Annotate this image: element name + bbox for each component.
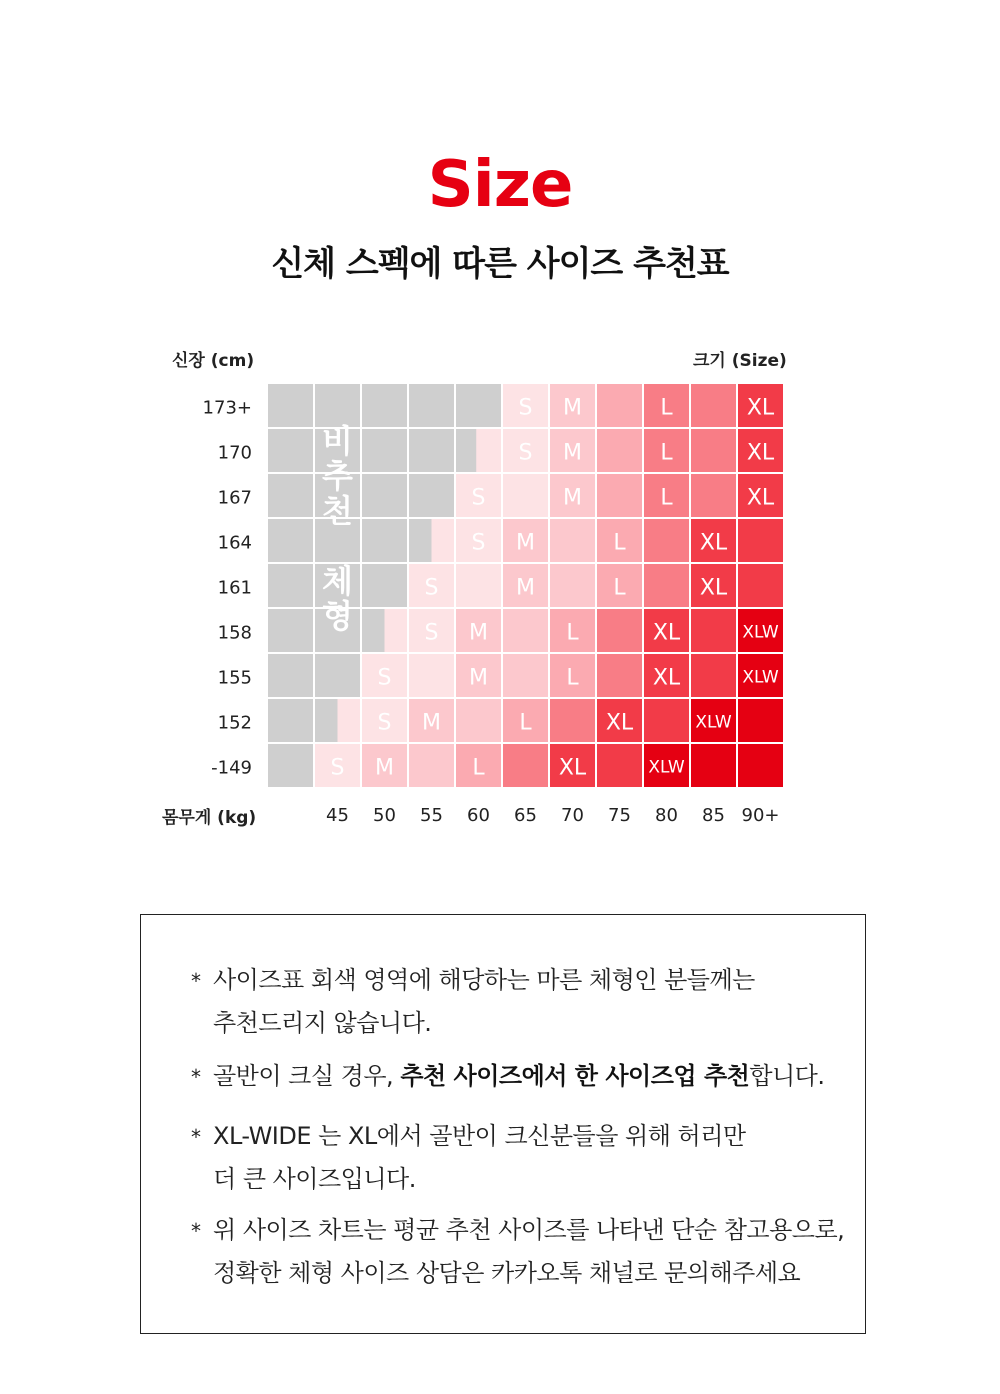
size-label: L — [613, 575, 626, 601]
size-label: XL — [699, 530, 728, 556]
page-subtitle: 신체 스펙에 따른 사이즈 추천표 — [271, 244, 729, 284]
y-axis-title: 신장 (cm) — [172, 351, 255, 371]
gray-zone-label-char: 형 — [322, 597, 353, 635]
size-label: XL — [746, 395, 775, 421]
note-2-pre: 골반이 크실 경우, — [213, 1062, 401, 1090]
size-cell — [456, 699, 501, 742]
size-label: S — [424, 620, 439, 646]
gray-cell — [362, 429, 407, 472]
note-4-line-1: 위 사이즈 차트는 평균 추천 사이즈를 나타낸 단순 참고용으로, — [213, 1216, 845, 1244]
note-2-post: 합니다. — [749, 1062, 825, 1090]
size-label: M — [516, 575, 535, 601]
gray-cell — [268, 699, 313, 742]
size-label: XL — [652, 620, 681, 646]
gray-cell — [409, 429, 454, 472]
split-cell-gray — [315, 699, 338, 742]
size-label: M — [469, 620, 488, 646]
note-3 — [191, 1115, 746, 1200]
size-label: XL — [652, 665, 681, 691]
size-cell — [597, 744, 642, 787]
gray-cell — [315, 654, 360, 697]
size-cell — [550, 699, 595, 742]
note-4-line-2: 정확한 체형 사이즈 상담은 카카오톡 채널로 문의해주세요 — [213, 1259, 801, 1287]
size-label: M — [516, 530, 535, 556]
size-cell — [503, 609, 548, 652]
size-label: XL — [699, 575, 728, 601]
size-cell — [691, 474, 736, 517]
size-cell — [550, 564, 595, 607]
size-label: L — [472, 755, 485, 781]
size-cell — [597, 609, 642, 652]
note-1-line-1: 사이즈표 회색 영역에 해당하는 마른 체형인 분들께는 — [213, 966, 755, 994]
size-label: L — [566, 620, 579, 646]
size-label: L — [566, 665, 579, 691]
size-label: XLW — [742, 667, 779, 688]
size-cell — [550, 519, 595, 562]
x-tick-label: 65 — [514, 805, 537, 826]
gray-cell — [315, 384, 360, 427]
size-label: XL — [746, 440, 775, 466]
gray-zone-label-char: 비 — [322, 422, 353, 460]
gray-cell — [268, 609, 313, 652]
bullet-icon: * — [191, 1125, 201, 1149]
gray-cell — [456, 384, 501, 427]
note-1-line-2: 추천드리지 않습니다. — [213, 1009, 432, 1037]
size-label: S — [377, 665, 392, 691]
gray-cell — [362, 564, 407, 607]
note-4 — [191, 1209, 844, 1294]
size-cell — [691, 609, 736, 652]
gray-zone-label-char: 추 — [322, 457, 353, 495]
size-label: L — [660, 395, 673, 421]
size-label: S — [377, 710, 392, 736]
gray-cell — [268, 744, 313, 787]
size-label: XL — [558, 755, 587, 781]
size-cell — [738, 744, 783, 787]
y-tick-label: 164 — [217, 532, 252, 554]
y-tick-label: 155 — [217, 667, 252, 689]
size-label: S — [518, 440, 533, 466]
size-cell — [738, 519, 783, 562]
x-tick-label: 50 — [373, 805, 396, 826]
split-cell-gray — [362, 609, 385, 652]
gray-cell — [268, 564, 313, 607]
x-tick-label: 80 — [655, 805, 678, 826]
gray-cell — [268, 519, 313, 562]
size-label: L — [613, 530, 626, 556]
size-label: L — [660, 440, 673, 466]
note-3-line-1: XL-WIDE 는 XL에서 골반이 크신분들을 위해 허리만 — [213, 1122, 746, 1150]
bullet-icon: * — [191, 969, 201, 993]
split-cell-gray — [409, 519, 432, 562]
note-2 — [191, 1055, 825, 1098]
size-label: S — [471, 485, 486, 511]
size-cell — [738, 699, 783, 742]
size-label: M — [422, 710, 441, 736]
size-label: XLW — [695, 712, 732, 733]
size-label: S — [330, 755, 345, 781]
page-title: Size — [427, 148, 573, 222]
legend-title: 크기 (Size) — [693, 351, 787, 371]
gray-cell — [268, 384, 313, 427]
size-cell — [456, 564, 501, 607]
size-cell — [597, 474, 642, 517]
size-label: S — [471, 530, 486, 556]
y-tick-label: 161 — [217, 577, 252, 599]
size-cell — [597, 384, 642, 427]
gray-cell — [268, 429, 313, 472]
gray-cell — [409, 384, 454, 427]
gray-cell — [268, 474, 313, 517]
bullet-icon: * — [191, 1219, 201, 1243]
y-tick-label: 170 — [217, 442, 252, 464]
size-label: M — [375, 755, 394, 781]
size-cell — [691, 429, 736, 472]
size-label: S — [518, 395, 533, 421]
size-cell — [597, 654, 642, 697]
gray-cell — [409, 474, 454, 517]
size-cell — [644, 519, 689, 562]
y-tick-label: 167 — [217, 487, 252, 509]
gray-cell — [362, 519, 407, 562]
x-tick-label: 75 — [608, 805, 631, 826]
size-cell — [738, 564, 783, 607]
gray-cell — [362, 384, 407, 427]
x-tick-label: 60 — [467, 805, 490, 826]
x-tick-label: 70 — [561, 805, 584, 826]
size-cell — [503, 474, 548, 517]
size-cell — [644, 699, 689, 742]
split-cell-gray — [456, 429, 476, 472]
size-cell — [644, 564, 689, 607]
x-tick-label: 45 — [326, 805, 349, 826]
size-label: M — [469, 665, 488, 691]
size-label: S — [424, 575, 439, 601]
size-label: L — [519, 710, 532, 736]
size-label: M — [563, 485, 582, 511]
note-3-line-2: 더 큰 사이즈입니다. — [213, 1165, 416, 1193]
size-label: XLW — [648, 757, 685, 778]
notes-box — [140, 914, 866, 1334]
size-cell — [503, 654, 548, 697]
size-label: XLW — [742, 622, 779, 643]
y-tick-label: 152 — [217, 712, 252, 734]
size-cell — [597, 429, 642, 472]
size-label: L — [660, 485, 673, 511]
x-tick-label: 85 — [702, 805, 725, 826]
size-cell — [691, 384, 736, 427]
gray-cell — [268, 654, 313, 697]
gray-cell — [362, 474, 407, 517]
size-label: XL — [746, 485, 775, 511]
y-tick-label: 173+ — [202, 397, 252, 419]
size-label: M — [563, 440, 582, 466]
gray-zone-label-char: 체 — [322, 562, 353, 600]
x-tick-label: 90+ — [741, 805, 780, 826]
size-cell — [409, 654, 454, 697]
gray-zone-label-char: 천 — [322, 492, 353, 530]
size-label: XL — [605, 710, 634, 736]
size-cell — [503, 744, 548, 787]
size-cell — [409, 744, 454, 787]
size-cell — [691, 654, 736, 697]
bullet-icon: * — [191, 1065, 201, 1089]
y-tick-label: 158 — [217, 622, 252, 644]
size-label: M — [563, 395, 582, 421]
y-tick-label: -149 — [211, 757, 252, 779]
size-cell — [691, 744, 736, 787]
x-axis-title: 몸무게 (kg) — [162, 808, 257, 828]
note-2-bold: 추천 사이즈에서 한 사이즈업 추천 — [400, 1062, 750, 1090]
x-tick-label: 55 — [420, 805, 443, 826]
note-1 — [191, 959, 755, 1044]
